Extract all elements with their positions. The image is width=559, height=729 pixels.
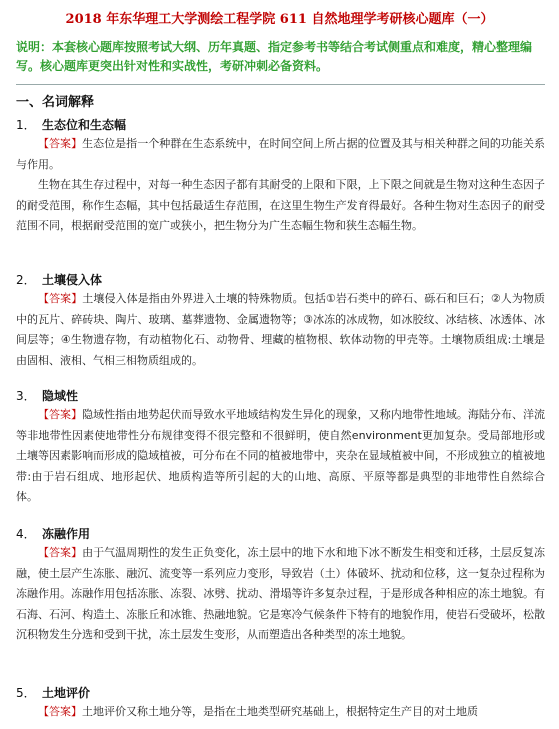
entry-heading (16, 387, 545, 405)
entry-5 (16, 684, 545, 723)
entry-term: 生态位和生态幅 (42, 118, 127, 132)
entry-2 (16, 271, 545, 371)
paragraph-text: 生物在其生存过程中，对每一种生态因子都有其耐受的上限和下限，上下限之间就是生物对这种生态因子的耐受范围，称作生态幅，其中包括最适生存范围，在这里生物生产发育得最好。各种生物对生态因子的耐受范围不同，根据耐受范围的宽广或狭小，把生物分为广生态幅生物和狭生态幅生物。 (16, 178, 545, 232)
entry-term: 土壤侵入体 (42, 273, 103, 287)
entry-number: 2． (16, 273, 36, 287)
intro-note: 说明：本套核心题库按照考试大纲、历年真题、指定参考书等结合考试侧重点和难度，精心整理编写。核心题库更突出针对性和实战性，考研冲刺必备资料。 (16, 40, 533, 73)
page-title: 2018 年东华理工大学测绘工程学院 611 自然地理学考研核心题库（一） (65, 12, 494, 27)
entry-number: 4． (16, 527, 36, 541)
entry-paragraph (16, 289, 545, 371)
answer-tag: 【答案】 (38, 408, 83, 421)
entry-number: 1． (16, 118, 36, 132)
entry-4 (16, 525, 545, 646)
entry-term: 冻融作用 (42, 527, 91, 541)
entry-heading (16, 525, 545, 543)
answer-tag: 【答案】 (38, 292, 83, 305)
paragraph-text: 由于气温周期性的发生正负变化，冻土层中的地下水和地下冰不断发生相变和迁移，土层反复冻融，使土层产生冻胀、融沉、流变等一系列应力变形，导致岩（土）体破坏、扰动和位移，这一复杂过程称为冻融作用。冻融作用包括冻胀、冻裂、冰劈、扰动、滑塌等许多复杂过程，于是形成各种相应的冻土地貌。有石海、石河、构造土、冻胀丘和冰锥、热融地貌。它是寒冷气候条件下特有的地貌作用，使岩石受破坏，松散沉积物发生分选和受到干扰，冻土层发生变形，从而塑造出各种类型的冻土地貌。 (16, 546, 546, 641)
entry-term: 隐域性 (42, 389, 79, 403)
entry-term: 土地评价 (42, 686, 91, 700)
paragraph-text: 生态位是指一个种群在生态系统中，在时间空间上所占据的位置及其与相关种群之间的功能关系与作用。 (16, 137, 546, 171)
answer-tag: 【答案】 (38, 705, 82, 718)
entry-heading (16, 116, 545, 134)
paragraph-text: 土壤侵入体是指由外界进入土壤的特殊物质。包括①岩石类中的碎石、砾石和巨石；②人为物质中的瓦片、碎砖块、陶片、玻璃、墓葬遗物、金属遗物等；③冰冻的冰成物，如冰胶纹、冰结核、冰透体、冰间层等；④生物遗存物，有动植物化石、动物骨、埋藏的植物根、软体动物的甲壳等。土壤物质组成:土壤是由固相、液相、气相三相物质组成的。 (16, 292, 545, 367)
entry-paragraph (16, 175, 545, 237)
entry-paragraph (16, 702, 545, 723)
entry-paragraph (16, 134, 545, 175)
entry-3 (16, 387, 545, 508)
answer-tag: 【答案】 (38, 137, 83, 150)
divider (16, 84, 545, 85)
answer-tag: 【答案】 (38, 546, 83, 559)
entry-number: 5． (16, 686, 36, 700)
paragraph-text: 隐域性指由地势起伏而导致水平地域结构发生异化的现象，又称内地带性地域。海陆分布、洋流等非地带性因素使地带性分布规律变得不很完整和不很鲜明，使自然environment更加复杂。受局部地形或土壤等因素影响而形成的隐域植被，可分布在不同的植被地带中，夹杂在显域植被中间，不形成独立的植被地带:由于岩石组成、地形起伏、地质构造等所引起的大的山地、高原、平原等都是典型的非地带性自然综合体。 (16, 408, 546, 503)
entry-heading (16, 684, 545, 702)
entry-paragraph (16, 405, 545, 508)
paragraph-text: 土地评价又称土地分等，是指在土地类型研究基础上，根据特定生产目的对土地质 (82, 705, 478, 718)
entry-1 (16, 116, 545, 237)
section-title: 一、名词解释 (16, 95, 95, 110)
entry-number: 3． (16, 389, 36, 403)
entry-heading (16, 271, 545, 289)
entry-paragraph (16, 543, 545, 646)
